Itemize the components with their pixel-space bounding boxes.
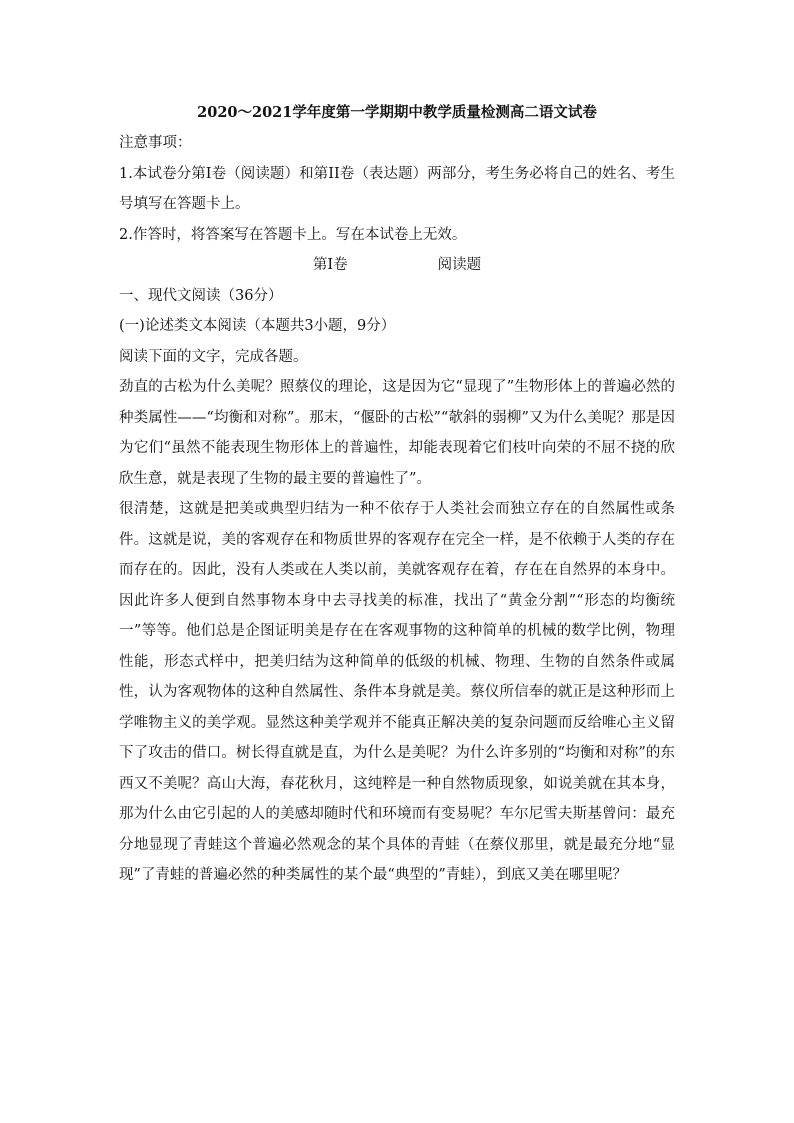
section-header [119,250,675,281]
passage-paragraph-1: 劲直的古松为什么美呢？照蔡仪的理论，这是因为它“显现了”生物形体上的普遍必然的种类属性——“均衡和对称”。那末，“偃卧的古松”“欹斜的弱柳”又为什么美呢？那是因为它们“虽然不能表现生物形体上的普遍性，却能表现着它们枝叶向荣的不屈不挠的欣欣生意，就是表现了生物的最主要的普遍性了”。 [119,379,675,487]
section-volume: 第Ⅰ卷 [312,257,348,273]
exam-title: 2020～2021学年度第一学期期中教学质量检测高二语文试卷 [197,104,597,121]
exam-page [119,98,675,891]
instruction-text: 阅读下面的文字，完成各题。 [119,348,308,365]
passage-paragraph-2: 很清楚，这就是把美或典型归结为一种不依存于人类社会而独立存在的自然属性或条件。这就是说，美的客观存在和物质世界的客观存在完全一样，是不依赖于人类的存在而存在的。因此，没有人类或在人类以前，美就客观存在着，存在在自然界的本身中。因此许多人便到自然事物本身中去寻找美的标准，找出了“黄金分割”“形态的均衡统一”等等。他们总是企图证明美是存在在客观事物的这种简单的机械的数学比例，物理性能，形态式样中，把美归结为这种简单的低级的机械、物理、生物的自然条件或属性，认为客观物体的这种自然属性、条件本身就是美。蔡仪所信奉的就正是这种形而上学唯物主义的美学观。显然这种美学观并不能真正解决美的复杂问题而反给唯心主义留下了攻击的借口。树长得直就是直，为什么是美呢？为什么许多别的“均衡和对称”的东西又不美呢？高山大海，春花秋月，这纯粹是一种自然物质现象，如说美就在其本身，那为什么由它引起的人的美感却随时代和环境而有变易呢？车尔尼雪夫斯基曾问：最充分地显现了青蛙这个普遍必然观念的某个具体的青蛙（在蔡仪那里，就是最充分地“显现”了青蛙的普遍必然的种类属性的某个最“典型的”青蛙），到底又美在哪里呢？ [119,501,675,883]
part-heading: 一、现代文阅读（36分） [119,287,283,304]
note-item-1: 1.本试卷分第Ⅰ卷（阅读题）和第II卷（表达题）两部分，考生务必将自己的姓名、考生号填写在答题卡上。 [119,165,675,212]
subpart-heading: (一)论述类文本阅读（本题共3小题，9分） [119,318,396,334]
notes-block [119,128,675,250]
note-item-2: 2.作答时，将答案写在答题卡上。写在本试卷上无效。 [119,226,467,243]
section-type: 阅读题 [437,257,482,273]
notes-heading: 注意事项： [119,135,192,151]
